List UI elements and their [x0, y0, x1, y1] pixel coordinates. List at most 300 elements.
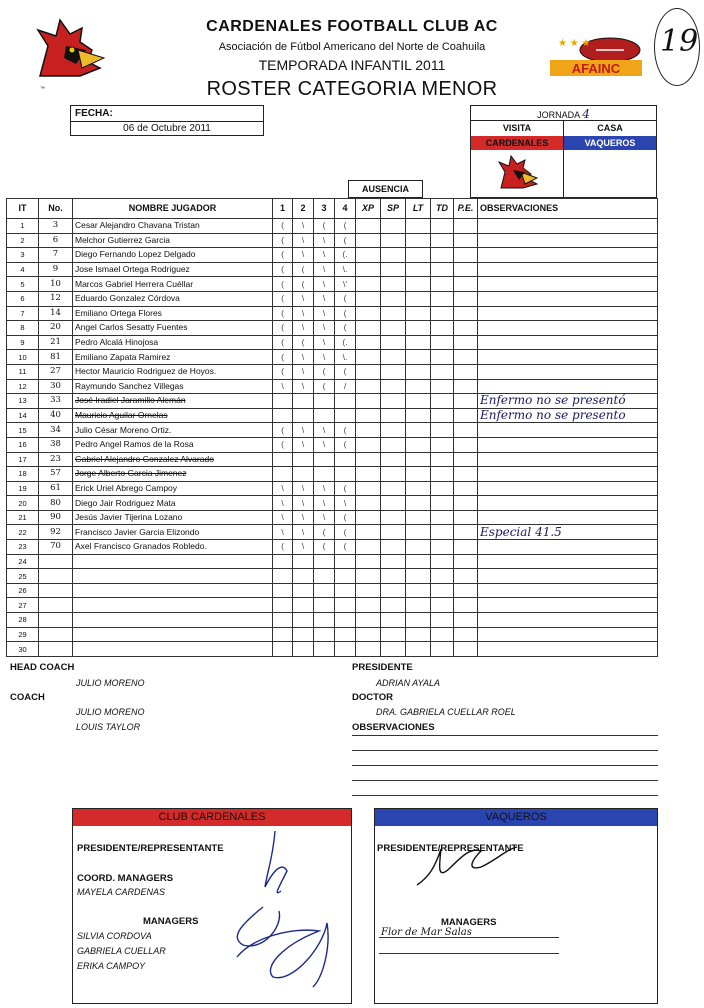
row-quarter-3 [314, 408, 335, 423]
table-row [7, 467, 658, 482]
row-quarter-1: ( [273, 262, 293, 277]
row-player-name: Gabriel Alejandro Gonzalez Alvarado [73, 452, 273, 467]
casa-team: VAQUEROS [564, 136, 656, 150]
row-absence-cell [356, 379, 381, 394]
row-number: 12 [39, 291, 73, 306]
row-absence-cell [381, 248, 406, 263]
visita-label: VISITA [502, 123, 532, 133]
row-quarter-3: ( [314, 525, 335, 540]
club-title: CARDENALES FOOTBALL CLUB AC [206, 18, 498, 35]
roster-header-row [7, 199, 658, 219]
row-observation [478, 437, 658, 452]
row-absence-cell [454, 554, 478, 569]
row-it: 5 [7, 277, 39, 292]
row-absence-cell [356, 496, 381, 511]
row-absence-cell [356, 306, 381, 321]
row-quarter-4: \. [335, 262, 356, 277]
row-quarter-4: \' [335, 277, 356, 292]
row-quarter-1 [273, 642, 293, 657]
row-absence-cell [431, 248, 454, 263]
coach-name-2: LOUIS TAYLOR [76, 722, 141, 732]
row-quarter-1 [273, 452, 293, 467]
row-quarter-1 [273, 613, 293, 628]
row-absence-cell [406, 569, 431, 584]
table-row [7, 379, 658, 394]
row-number [39, 569, 73, 584]
row-it: 22 [7, 525, 39, 540]
row-absence-cell [454, 627, 478, 642]
row-absence-cell [431, 291, 454, 306]
table-row [7, 291, 658, 306]
row-quarter-2: \ [293, 248, 314, 263]
row-absence-cell [406, 452, 431, 467]
row-quarter-1: \ [273, 496, 293, 511]
row-absence-cell [406, 642, 431, 657]
col-q2: 2 [293, 199, 314, 219]
row-absence-cell [431, 481, 454, 496]
row-absence-cell [431, 262, 454, 277]
row-absence-cell [356, 437, 381, 452]
presidente-label: PRESIDENTE [352, 662, 413, 673]
row-player-name: Erick Uriel Abrego Campoy [73, 481, 273, 496]
row-player-name: Jose Ismael Ortega Rodriguez [73, 262, 273, 277]
row-absence-cell [431, 613, 454, 628]
row-player-name: Mauricio Aguilar Ornelas [73, 408, 273, 423]
row-absence-cell [381, 306, 406, 321]
row-absence-cell [381, 262, 406, 277]
club-manager-2: GABRIELA CUELLAR [77, 946, 166, 956]
row-observation [478, 481, 658, 496]
row-absence-cell [454, 321, 478, 336]
row-absence-cell [431, 510, 454, 525]
row-quarter-2: \ [293, 379, 314, 394]
club-managers-label: MANAGERS [143, 916, 199, 927]
row-absence-cell [381, 452, 406, 467]
row-quarter-3 [314, 394, 335, 409]
roster-table [6, 198, 658, 657]
row-player-name: Pedro Angel Ramos de la Rosa [73, 437, 273, 452]
row-observation [478, 306, 658, 321]
row-absence-cell [406, 598, 431, 613]
observaciones-label: OBSERVACIONES [352, 722, 435, 733]
row-absence-cell [431, 583, 454, 598]
row-absence-cell [406, 364, 431, 379]
row-quarter-2 [293, 554, 314, 569]
coach-label: COACH [10, 692, 45, 703]
row-absence-cell [381, 554, 406, 569]
row-quarter-4: ( [335, 219, 356, 234]
row-absence-cell [454, 291, 478, 306]
row-absence-cell [454, 277, 478, 292]
table-row [7, 554, 658, 569]
table-row [7, 540, 658, 555]
row-observation [478, 554, 658, 569]
row-player-name [73, 598, 273, 613]
row-absence-cell [454, 452, 478, 467]
row-player-name: Marcos Gabriel Herrera Cuéllar [73, 277, 273, 292]
table-row [7, 408, 658, 423]
table-row [7, 525, 658, 540]
row-absence-cell [431, 437, 454, 452]
row-observation: Enfermo no se presento [478, 408, 658, 423]
row-quarter-4: ( [335, 437, 356, 452]
row-absence-cell [431, 554, 454, 569]
row-absence-cell [454, 306, 478, 321]
club-manager-3: ERIKA CAMPOY [77, 961, 146, 971]
row-quarter-4 [335, 642, 356, 657]
col-q3: 3 [314, 199, 335, 219]
row-it: 18 [7, 467, 39, 482]
row-quarter-3 [314, 467, 335, 482]
row-absence-cell [356, 248, 381, 263]
row-quarter-3: \ [314, 321, 335, 336]
row-quarter-1 [273, 467, 293, 482]
afainc-logo-text: AFAINC [571, 61, 621, 76]
row-number: 70 [39, 540, 73, 555]
row-absence-cell [381, 291, 406, 306]
row-quarter-4: ( [335, 306, 356, 321]
row-absence-cell [356, 642, 381, 657]
row-absence-cell [454, 598, 478, 613]
vaqueros-title: VAQUEROS [375, 809, 657, 826]
club-pres-label: PRESIDENTE/REPRESENTANTE [77, 843, 224, 854]
table-row [7, 321, 658, 336]
row-quarter-2: \ [293, 481, 314, 496]
row-quarter-4: / [335, 379, 356, 394]
row-number: 3 [39, 219, 73, 234]
table-row [7, 510, 658, 525]
row-it: 12 [7, 379, 39, 394]
row-absence-cell [431, 467, 454, 482]
row-quarter-2 [293, 613, 314, 628]
row-player-name: Melchor Gutierrez Garcia [73, 233, 273, 248]
row-absence-cell [406, 467, 431, 482]
row-player-name: Raymundo Sanchez Villegas [73, 379, 273, 394]
vaqueros-manager-1: Flor de Mar Salas [381, 927, 472, 938]
row-number: 81 [39, 350, 73, 365]
row-player-name [73, 613, 273, 628]
row-number: 9 [39, 262, 73, 277]
row-quarter-2: \ [293, 350, 314, 365]
row-quarter-4: ( [335, 233, 356, 248]
row-absence-cell [381, 233, 406, 248]
row-number: 14 [39, 306, 73, 321]
row-absence-cell [406, 613, 431, 628]
row-quarter-2 [293, 583, 314, 598]
row-quarter-4 [335, 598, 356, 613]
row-absence-cell [356, 262, 381, 277]
row-quarter-3 [314, 554, 335, 569]
row-quarter-3: \ [314, 423, 335, 438]
row-observation [478, 510, 658, 525]
table-row [7, 277, 658, 292]
row-absence-cell [356, 627, 381, 642]
row-absence-cell [356, 598, 381, 613]
row-number: 33 [39, 394, 73, 409]
row-quarter-1: \ [273, 525, 293, 540]
row-number [39, 613, 73, 628]
row-absence-cell [454, 364, 478, 379]
col-no: No. [39, 199, 73, 219]
row-number: 40 [39, 408, 73, 423]
logo-tm: ™ [40, 86, 45, 92]
row-quarter-3: \ [314, 335, 335, 350]
club-coord-label: COORD. MANAGERS [77, 873, 174, 884]
row-it: 14 [7, 408, 39, 423]
row-absence-cell [454, 408, 478, 423]
row-absence-cell [454, 496, 478, 511]
row-it: 27 [7, 598, 39, 613]
row-quarter-1 [273, 569, 293, 584]
row-absence-cell [356, 467, 381, 482]
row-absence-cell [356, 335, 381, 350]
row-absence-cell [454, 233, 478, 248]
row-player-name [73, 583, 273, 598]
row-absence-cell [431, 423, 454, 438]
col-obs: OBSERVACIONES [478, 199, 658, 219]
row-it: 19 [7, 481, 39, 496]
visita-team: CARDENALES [471, 136, 563, 150]
row-absence-cell [381, 350, 406, 365]
row-number: 21 [39, 335, 73, 350]
row-quarter-3 [314, 598, 335, 613]
casa-label: CASA [597, 123, 623, 133]
row-quarter-4 [335, 394, 356, 409]
head-coach-label: HEAD COACH [10, 662, 75, 673]
row-quarter-4: (. [335, 335, 356, 350]
row-quarter-1: \ [273, 510, 293, 525]
observaciones-lines [352, 735, 658, 793]
row-absence-cell [381, 423, 406, 438]
row-quarter-2 [293, 569, 314, 584]
row-quarter-2 [293, 467, 314, 482]
row-quarter-1: ( [273, 540, 293, 555]
row-number: 27 [39, 364, 73, 379]
row-player-name: Cesar Alejandro Chavana Tristan [73, 219, 273, 234]
row-number [39, 598, 73, 613]
row-it: 24 [7, 554, 39, 569]
row-absence-cell [356, 350, 381, 365]
table-row [7, 569, 658, 584]
row-player-name: Angel Carlos Sesatty Fuentes [73, 321, 273, 336]
row-quarter-2: \ [293, 291, 314, 306]
row-quarter-3 [314, 642, 335, 657]
row-absence-cell [454, 642, 478, 657]
row-number [39, 554, 73, 569]
row-absence-cell [431, 306, 454, 321]
row-quarter-3: \ [314, 481, 335, 496]
club-coord-name: MAYELA CARDENAS [77, 887, 166, 897]
row-quarter-3 [314, 627, 335, 642]
row-observation [478, 233, 658, 248]
row-player-name [73, 627, 273, 642]
row-quarter-3: \ [314, 291, 335, 306]
row-quarter-1: \ [273, 481, 293, 496]
row-quarter-2 [293, 408, 314, 423]
jornada-box [470, 105, 657, 198]
row-absence-cell [431, 569, 454, 584]
row-it: 9 [7, 335, 39, 350]
row-number [39, 627, 73, 642]
row-quarter-3: \ [314, 496, 335, 511]
row-absence-cell [406, 437, 431, 452]
row-absence-cell [406, 219, 431, 234]
row-player-name: Eduardo Gonzalez Córdova [73, 291, 273, 306]
row-observation [478, 569, 658, 584]
row-number: 90 [39, 510, 73, 525]
row-quarter-1: ( [273, 277, 293, 292]
row-quarter-2: \ [293, 525, 314, 540]
row-quarter-2: \ [293, 437, 314, 452]
row-observation [478, 335, 658, 350]
row-absence-cell [431, 364, 454, 379]
row-quarter-2: \ [293, 233, 314, 248]
row-absence-cell [356, 291, 381, 306]
row-absence-cell [356, 452, 381, 467]
row-quarter-2: \ [293, 423, 314, 438]
row-quarter-2 [293, 452, 314, 467]
row-absence-cell [454, 510, 478, 525]
row-observation [478, 379, 658, 394]
row-absence-cell [356, 540, 381, 555]
row-player-name [73, 554, 273, 569]
row-player-name [73, 569, 273, 584]
club-manager-1: SILVIA CORDOVA [77, 931, 152, 941]
vaqueros-box [374, 808, 658, 1004]
row-it: 20 [7, 496, 39, 511]
row-absence-cell [431, 277, 454, 292]
row-absence-cell [454, 525, 478, 540]
row-it: 8 [7, 321, 39, 336]
row-observation: Enfermo no se presentó [478, 394, 658, 409]
row-it: 25 [7, 569, 39, 584]
row-number [39, 642, 73, 657]
row-quarter-4: ( [335, 423, 356, 438]
table-row [7, 423, 658, 438]
row-quarter-4 [335, 452, 356, 467]
row-number: 7 [39, 248, 73, 263]
table-row [7, 642, 658, 657]
row-absence-cell [454, 467, 478, 482]
row-it: 10 [7, 350, 39, 365]
row-player-name: Emiliano Zapata Ramirez [73, 350, 273, 365]
row-absence-cell [431, 350, 454, 365]
row-number: 57 [39, 467, 73, 482]
row-absence-cell [356, 525, 381, 540]
col-name: NOMBRE JUGADOR [73, 199, 273, 219]
row-quarter-2: ( [293, 335, 314, 350]
row-absence-cell [356, 219, 381, 234]
row-absence-cell [431, 496, 454, 511]
row-absence-cell [356, 233, 381, 248]
row-quarter-3: \ [314, 262, 335, 277]
row-absence-cell [431, 452, 454, 467]
row-absence-cell [454, 540, 478, 555]
row-absence-cell [381, 277, 406, 292]
row-quarter-4: ( [335, 364, 356, 379]
row-absence-cell [356, 364, 381, 379]
row-absence-cell [454, 613, 478, 628]
presidente-name: ADRIAN AYALA [376, 678, 441, 688]
row-quarter-2: ( [293, 262, 314, 277]
row-quarter-4 [335, 627, 356, 642]
row-player-name: Diego Fernando Lopez Delgado [73, 248, 273, 263]
row-absence-cell [381, 627, 406, 642]
row-quarter-1: ( [273, 233, 293, 248]
row-quarter-1: ( [273, 350, 293, 365]
row-it: 28 [7, 613, 39, 628]
svg-text:★ ★ ★: ★ ★ ★ [558, 38, 591, 49]
row-quarter-3 [314, 583, 335, 598]
row-absence-cell [454, 335, 478, 350]
row-absence-cell [356, 408, 381, 423]
row-absence-cell [406, 583, 431, 598]
row-absence-cell [431, 394, 454, 409]
row-quarter-3 [314, 569, 335, 584]
row-absence-cell [406, 379, 431, 394]
sheet-number: 19 [660, 24, 699, 59]
row-absence-cell [406, 525, 431, 540]
row-player-name: Jorge Alberto Garcia Jimenez [73, 467, 273, 482]
col-td: TD [431, 199, 454, 219]
row-absence-cell [381, 481, 406, 496]
row-absence-cell [406, 350, 431, 365]
row-absence-cell [381, 437, 406, 452]
row-quarter-4 [335, 569, 356, 584]
row-absence-cell [431, 642, 454, 657]
row-player-name: Francisco Javier Garcia Elizondo [73, 525, 273, 540]
row-absence-cell [454, 394, 478, 409]
row-absence-cell [406, 277, 431, 292]
row-quarter-4: ( [335, 291, 356, 306]
row-absence-cell [406, 321, 431, 336]
row-absence-cell [381, 598, 406, 613]
row-quarter-1: ( [273, 306, 293, 321]
row-it: 15 [7, 423, 39, 438]
row-quarter-1: ( [273, 219, 293, 234]
row-absence-cell [381, 583, 406, 598]
row-number: 92 [39, 525, 73, 540]
coach-name-1: JULIO MORENO [76, 707, 145, 717]
row-quarter-1: ( [273, 423, 293, 438]
row-quarter-2: \ [293, 306, 314, 321]
row-quarter-3: ( [314, 364, 335, 379]
row-observation [478, 423, 658, 438]
row-absence-cell [381, 364, 406, 379]
row-absence-cell [431, 540, 454, 555]
row-absence-cell [431, 408, 454, 423]
row-absence-cell [406, 423, 431, 438]
row-observation [478, 350, 658, 365]
row-observation [478, 321, 658, 336]
row-number [39, 583, 73, 598]
row-absence-cell [356, 423, 381, 438]
row-absence-cell [431, 233, 454, 248]
doctor-label: DOCTOR [352, 692, 393, 703]
row-absence-cell [381, 394, 406, 409]
row-observation [478, 613, 658, 628]
row-absence-cell [381, 321, 406, 336]
col-sp: SP [381, 199, 406, 219]
row-absence-cell [431, 627, 454, 642]
row-quarter-4 [335, 554, 356, 569]
row-absence-cell [381, 569, 406, 584]
row-absence-cell [381, 642, 406, 657]
row-absence-cell [406, 481, 431, 496]
row-quarter-3: \ [314, 277, 335, 292]
table-row [7, 481, 658, 496]
row-quarter-4: (. [335, 248, 356, 263]
